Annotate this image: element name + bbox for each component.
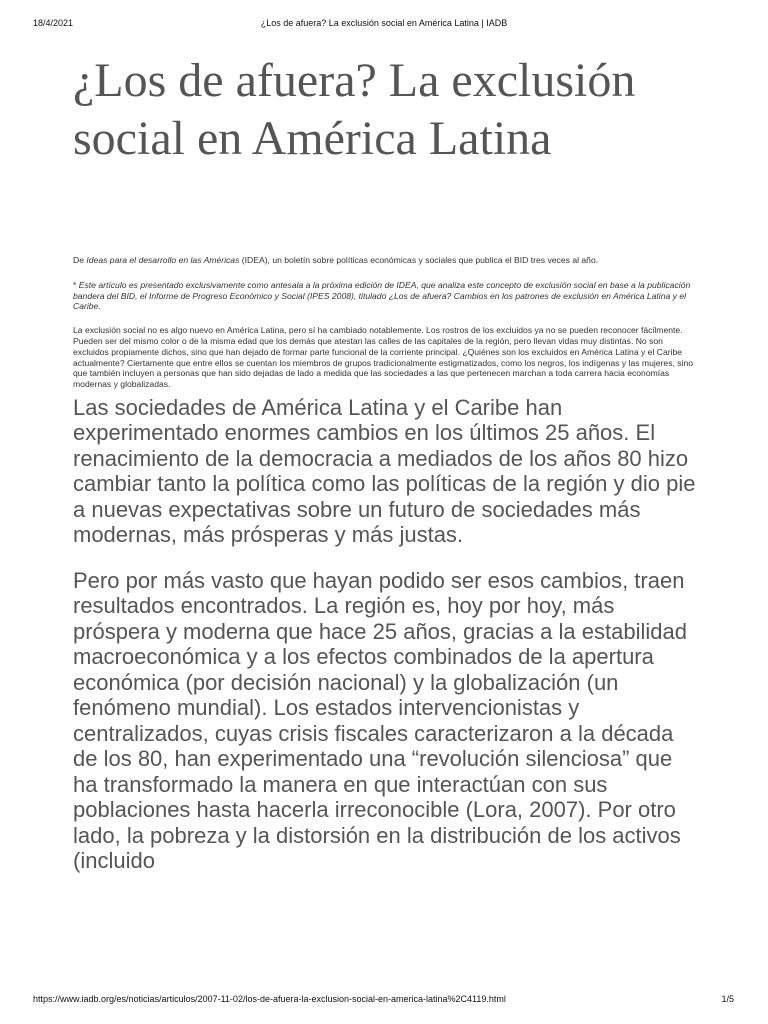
source-line [73, 255, 698, 266]
body-paragraph-1: Las sociedades de América Latina y el Caribe han experimentado enormes cambios en los últimos 25 años. El renacimiento de la democracia a mediados de los años 80 hizo cambiar tanto la política como las políticas de la región y dio pie a nuevas expectativas sobre un futuro de sociedades más modernas, más prósperas y más justas. [73, 394, 696, 548]
print-date: 18/4/2021 [33, 18, 74, 28]
source-publication: Ideas para el desarrollo en las Américas [86, 255, 240, 265]
article-title: ¿Los de afuera? La exclusión social en América Latina [73, 54, 636, 165]
note-text: Este artículo es presentado exclusivamente como antesala a la próxima edición de IDEA, que analiza este concepto de exclusión social en base a la publicación bandera del BID, el Informe de Progreso Económico y Social (IPES 2008), titulado ¿Los de afuera? Cambios en los patrones de exclusión en América Latina y el Caribe. [73, 279, 691, 312]
editorial-note [73, 280, 698, 312]
print-page-title: ¿Los de afuera? La exclusión social en América Latina | IADB [260, 18, 508, 28]
print-footer [0, 994, 768, 1006]
note-asterisk: * [73, 279, 77, 290]
intro-paragraph: La exclusión social no es algo nuevo en América Latina, pero sí ha cambiado notablemente. Los rostros de los excluidos ya no se pueden reconocer fácilmente. Pueden ser del mismo color o de la misma edad que los demás que atestan las calles de las capitales de la región, pero llevan vidas muy distintas. No son excluidos propiamente dichos, sino que han dejado de formar parte funcional de la corriente principal. ¿Quiénes son los excluidos en América Latina y el Caribe actualmente? Ciertamente que entre ellos se cuentan los miembros de grupos tradicionalmente estigmatizados, como los negros, los indígenas y las mujeres, sino que también incluyen a personas que han sido dejadas de lado a medida que las sociedades a las que pertenecen marchan a toda carrera hacia economías modernas y globalizadas. [73, 325, 694, 390]
article [73, 52, 698, 874]
source-description: (IDEA), un boletín sobre políticas económicas y sociales que publica el BID tres veces al año. [239, 255, 599, 265]
body-paragraph-2: Pero por más vasto que hayan podido ser esos cambios, traen resultados encontrados. La región es, hoy por hoy, más próspera y moderna que hace 25 años, gracias a la estabilidad macroeconómica y a los efectos combinados de la apertura económica (por decisión nacional) y la globalización (un fenómeno mundial). Los estados intervencionistas y centralizados, cuyas crisis fiscales caracterizaron a la década de los 80, han experimentado una “revolución silenciosa” que ha transformado la manera en que interactúan con sus poblaciones hasta hacerla irreconocible (Lora, 2007). Por otro lado, la pobreza y la distorsión en la distribución de los activos (incluido [73, 567, 687, 874]
page-number: 1/5 [721, 994, 734, 1004]
page-url: https://www.iadb.org/es/noticias/articulos/2007-11-02/los-de-afuera-la-exclusion-social-en-america-latina%2C4119.html [33, 994, 506, 1004]
source-prefix: De [73, 255, 87, 265]
